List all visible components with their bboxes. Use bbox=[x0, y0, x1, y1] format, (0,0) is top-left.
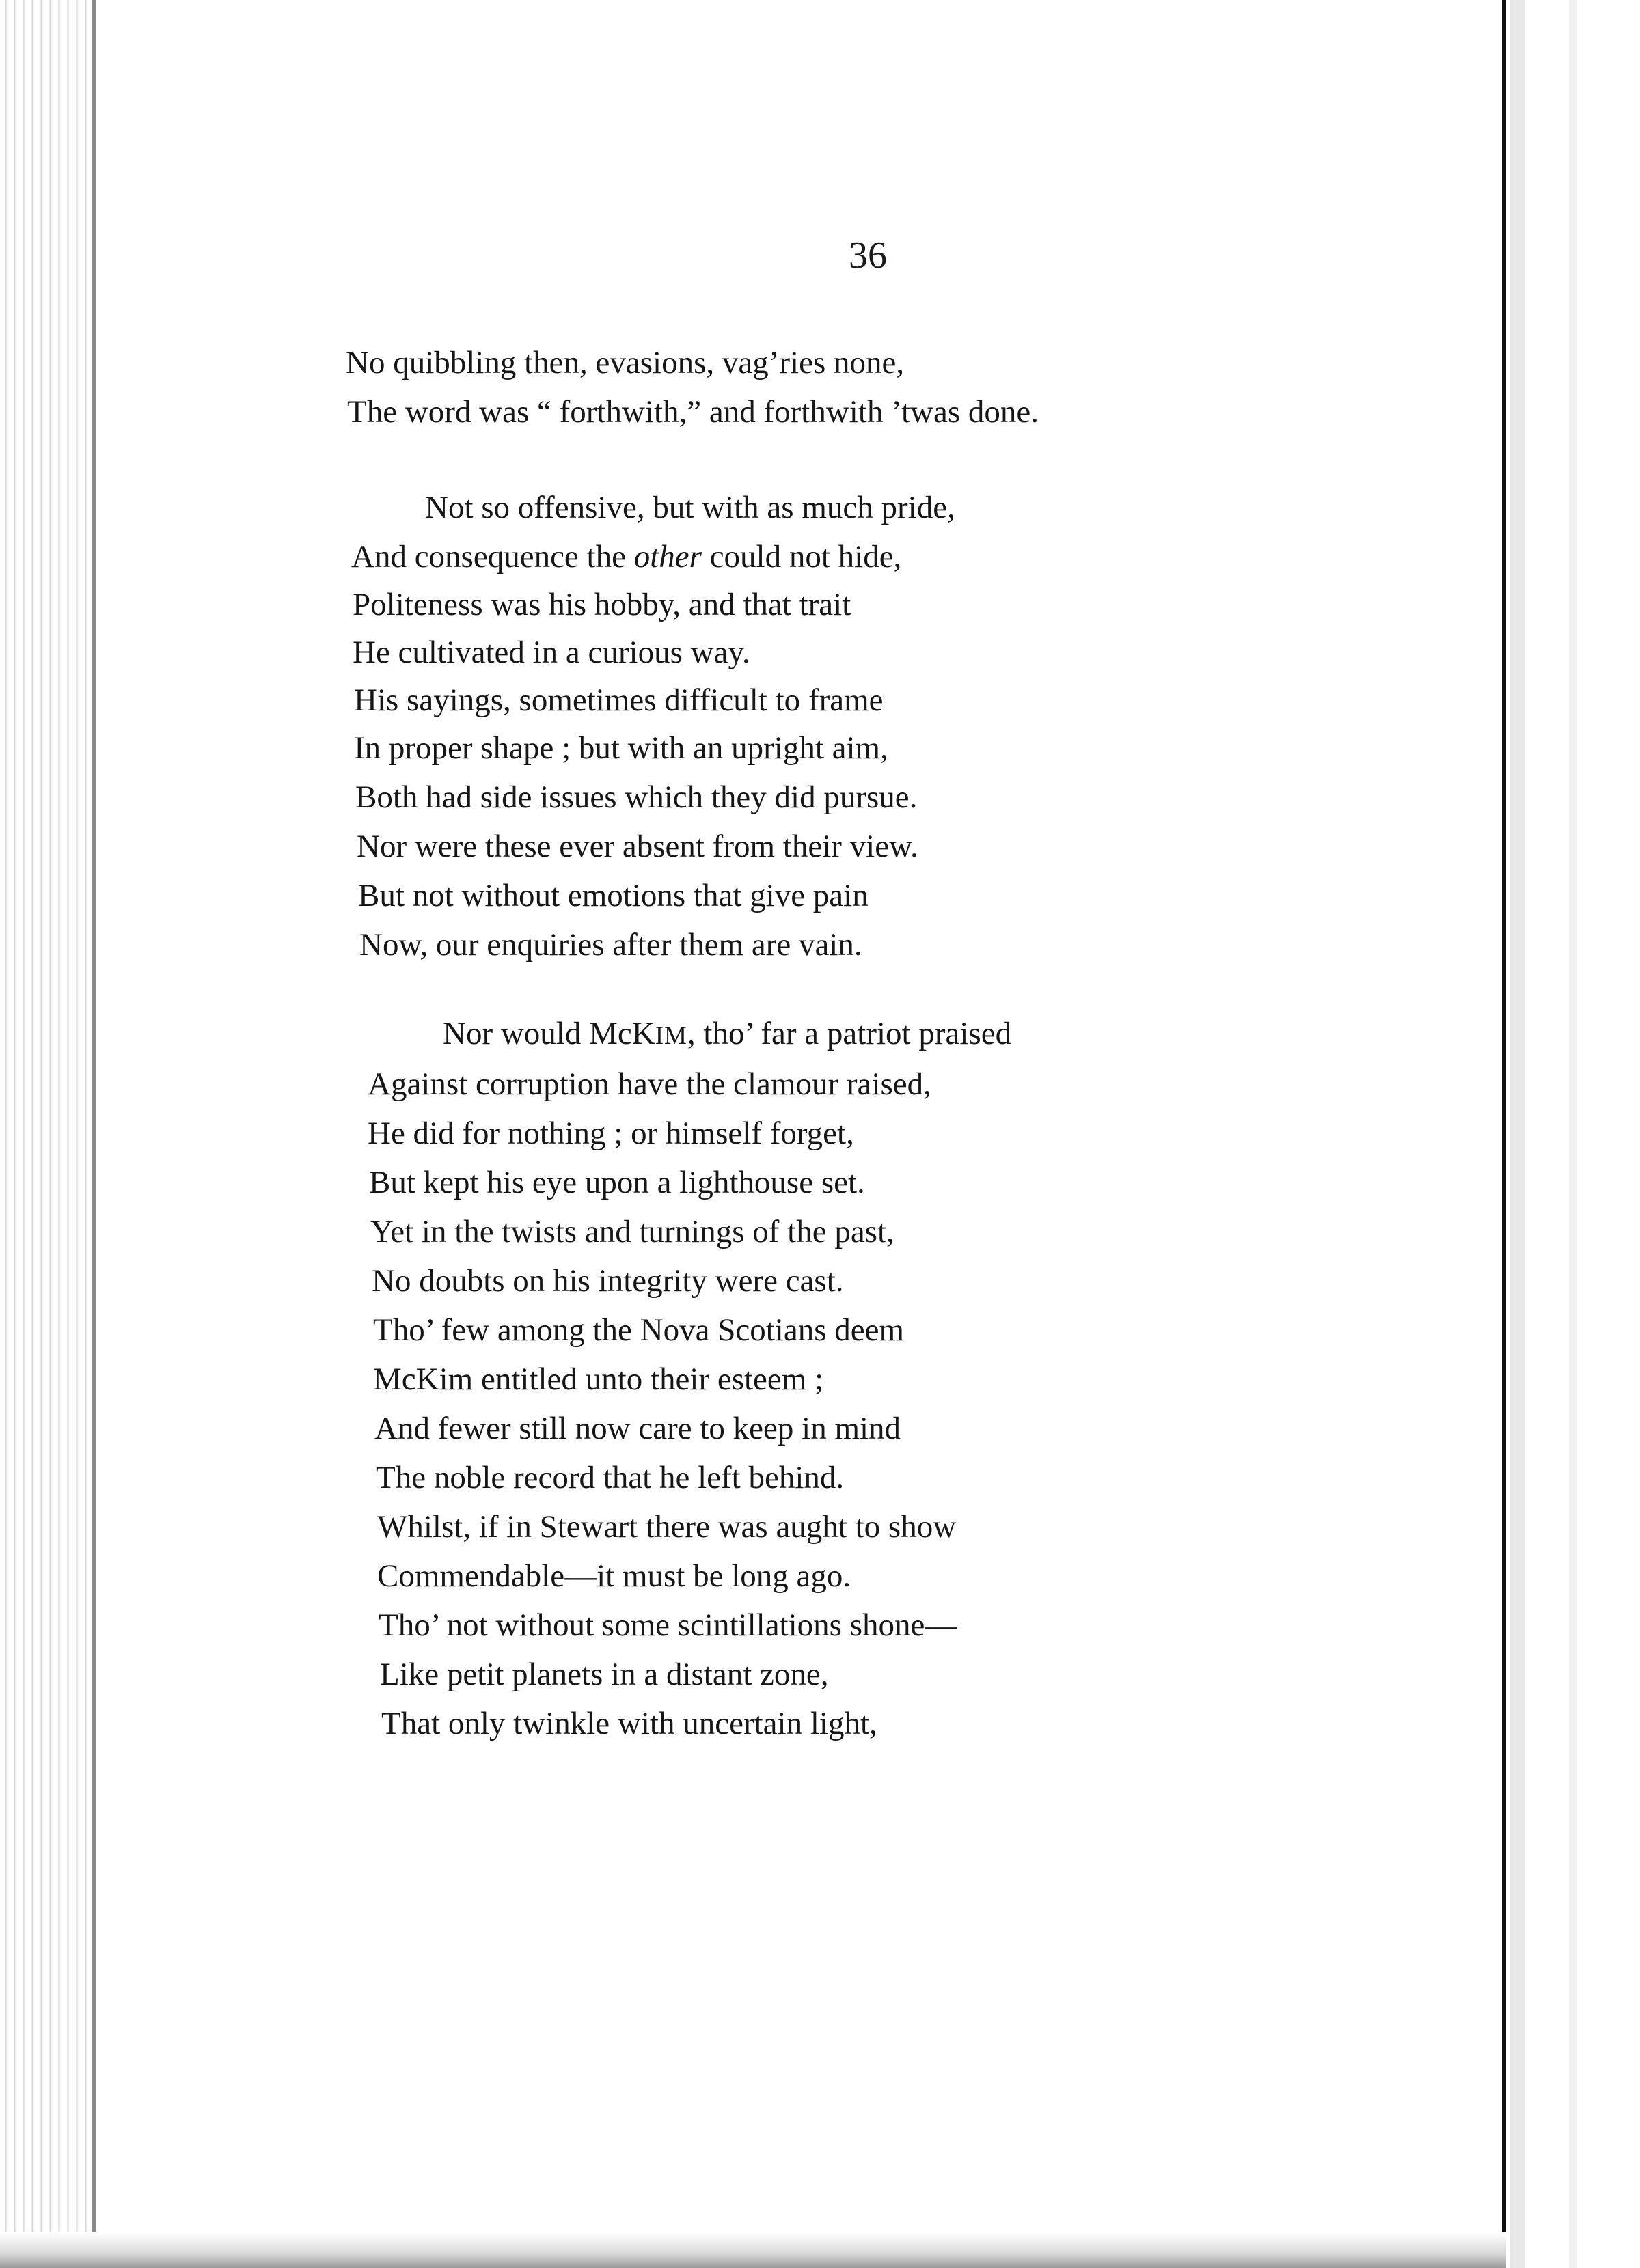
poem-line: In proper shape ; but with an upright aim, bbox=[354, 730, 888, 766]
poem-line: Commendable—it must be long ago. bbox=[377, 1558, 851, 1594]
poem-line: He cultivated in a curious way. bbox=[353, 635, 750, 670]
name-small-caps: IM bbox=[655, 1022, 687, 1050]
poem-line: Tho’ not without some scintillations shone— bbox=[379, 1607, 957, 1643]
poem-line: The noble record that he left behind. bbox=[376, 1460, 845, 1495]
poem-line: Nor were these ever absent from their view. bbox=[357, 829, 918, 864]
name-initial: McK bbox=[589, 1016, 655, 1051]
line-text: Nor would bbox=[443, 1016, 590, 1051]
poem-line: That only twinkle with uncertain light, bbox=[381, 1706, 877, 1741]
poem-line: Whilst, if in Stewart there was aught to show bbox=[377, 1509, 957, 1545]
book-binding-edge bbox=[0, 0, 96, 2268]
poem-line: He did for nothing ; or himself forget, bbox=[368, 1116, 854, 1151]
poem-line: Not so offensive, but with as much pride, bbox=[425, 490, 955, 525]
poem-line: No quibbling then, evasions, vag’ries none, bbox=[346, 345, 905, 381]
poem-line: Tho’ few among the Nova Scotians deem bbox=[373, 1312, 905, 1348]
poem-line: The word was “ forthwith,” and forthwith ’twas done. bbox=[347, 394, 1039, 430]
facing-page-edge-outer bbox=[1569, 0, 1577, 2268]
italic-word: other bbox=[633, 539, 702, 575]
poem-line: Both had side issues which they did pursue. bbox=[355, 779, 918, 815]
poem-line: His sayings, sometimes difficult to frame bbox=[354, 682, 884, 718]
facing-page-edge bbox=[1510, 0, 1525, 2268]
poem-line: Like petit planets in a distant zone, bbox=[380, 1657, 829, 1692]
line-text: , tho’ far a patriot praised bbox=[687, 1016, 1012, 1051]
poem-line: Yet in the twists and turnings of the past, bbox=[370, 1214, 894, 1249]
page-right-border bbox=[1502, 0, 1506, 2268]
poem-line: But kept his eye upon a lighthouse set. bbox=[369, 1165, 865, 1200]
poem-line bbox=[443, 1018, 1011, 1050]
poem-line: But not without emotions that give pain bbox=[358, 878, 869, 913]
poem-line: Now, our enquiries after them are vain. bbox=[359, 927, 862, 963]
poem-line: McKim entitled unto their esteem ; bbox=[373, 1361, 824, 1397]
line-text: could not hide, bbox=[701, 539, 902, 575]
poem-line: And fewer still now care to keep in mind bbox=[374, 1411, 901, 1446]
poem-line: Politeness was his hobby, and that trait bbox=[353, 587, 851, 622]
page-bottom-shadow bbox=[0, 2232, 1506, 2268]
page-number: 36 bbox=[849, 234, 887, 277]
poem-line: Against corruption have the clamour raised, bbox=[368, 1066, 931, 1102]
line-text: And consequence the bbox=[351, 539, 634, 575]
poem-line bbox=[351, 541, 901, 573]
poem-line: No doubts on his integrity were cast. bbox=[372, 1263, 844, 1299]
